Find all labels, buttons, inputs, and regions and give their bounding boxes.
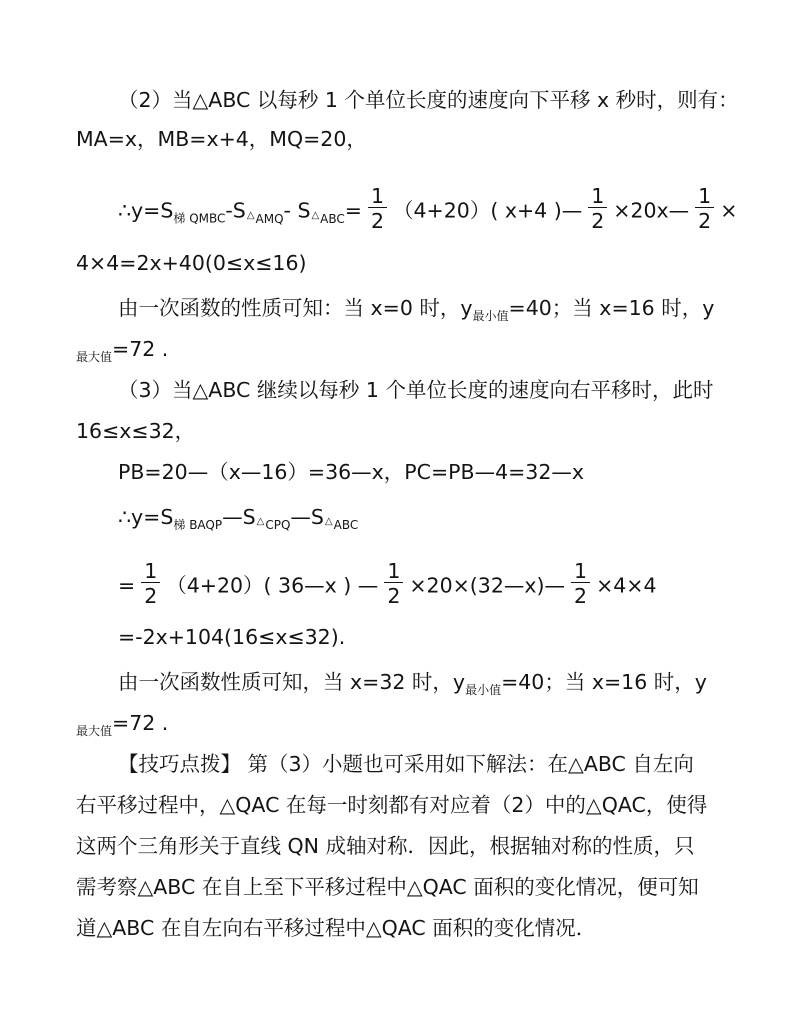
fraction-half: $\frac{1}{2}$ [384,560,403,609]
triangle-icon: △ [256,516,265,527]
subscript: 梯 BAQP [173,518,223,532]
fraction-half: $\frac{1}{2}$ [588,185,607,234]
formula-text: （4+20）( 36—x ) — [166,573,379,598]
text-line: （3）当△ABC 继续以每秒 1 个单位长度的速度向右平移时，此时 [118,378,714,402]
formula-text: ×4×4 [596,573,657,598]
fraction-half: $\frac{1}{2}$ [368,185,387,234]
formula-text: —S [290,505,324,529]
formula-text: -S [225,198,246,223]
formula-line [118,559,793,611]
triangle-icon: △ [311,209,320,221]
subscript: ABC [320,211,345,226]
fraction-half: $\frac{1}{2}$ [141,560,160,609]
text-line [118,670,793,702]
line-text: 由一次函数的性质可知：当 x=0 时，y [118,296,473,320]
formula-text: （4+20）( x+4 )— [393,198,583,223]
formula-text: ×20×(32—x)— [409,573,566,598]
formula-line [118,505,793,537]
subscript: 最小值 [472,309,509,323]
formula-text: - S [283,198,311,223]
line-text: =40；当 x=16 时，y [508,296,715,320]
formula-text: = [118,573,136,598]
line-text: =40；当 x=16 时，y [501,670,707,694]
fraction-half: $\frac{1}{2}$ [695,185,714,234]
text-line: 右平移过程中，△QAC 在每一时刻都有对应着（2）中的△QAC，使得 [76,793,708,817]
formula-text: = [344,198,362,223]
formula-text: ×20x— [613,198,690,223]
line-text: =72 . [112,711,169,735]
triangle-icon: △ [324,516,333,527]
subscript: 梯 QMBC [173,211,226,226]
text-line [76,711,793,743]
fraction-half: $\frac{1}{2}$ [571,560,590,609]
text-line: 【技巧点拨】 第（3）小题也可采用如下解法：在△ABC 自左向 [118,752,694,776]
text-line [76,337,793,369]
formula-text: ∴y=S [118,198,174,223]
text-line: MA=x，MB=x+4，MQ=20， [76,127,367,151]
text-line: （2）当△ABC 以每秒 1 个单位长度的速度向下平移 x 秒时，则有： [118,88,739,112]
formula-text: × [720,198,738,223]
text-line: =-2x+104(16≤x≤32). [118,625,346,649]
formula-text: ∴y=S [118,505,174,529]
subscript: 最小值 [465,683,502,697]
text-line: 道△ABC 在自左向右平移过程中△QAC 面积的变化情况． [76,916,597,940]
subscript: ABC [333,518,359,532]
text-line: 这两个三角形关于直线 QN 成轴对称．因此，根据轴对称的性质，只 [76,834,695,858]
line-text: =72 . [112,337,169,361]
triangle-icon: △ [246,209,255,221]
subscript: AMQ [255,211,284,226]
subscript: CPQ [265,518,291,532]
text-line: PB=20—（x—16）=36—x，PC=PB—4=32—x [118,460,585,484]
text-line [118,296,793,328]
line-text: 由一次函数性质可知，当 x=32 时，y [118,670,466,694]
subscript: 最大值 [76,724,113,738]
formula-line [118,184,793,236]
text-line: 16≤x≤32， [76,419,196,443]
text-line: 4×4=2x+40(0≤x≤16) [76,251,307,275]
subscript: 最大值 [76,350,113,364]
text-line: 需考察△ABC 在自上至下平移过程中△QAC 面积的变化情况，便可知 [76,875,699,899]
formula-text: —S [222,505,256,529]
